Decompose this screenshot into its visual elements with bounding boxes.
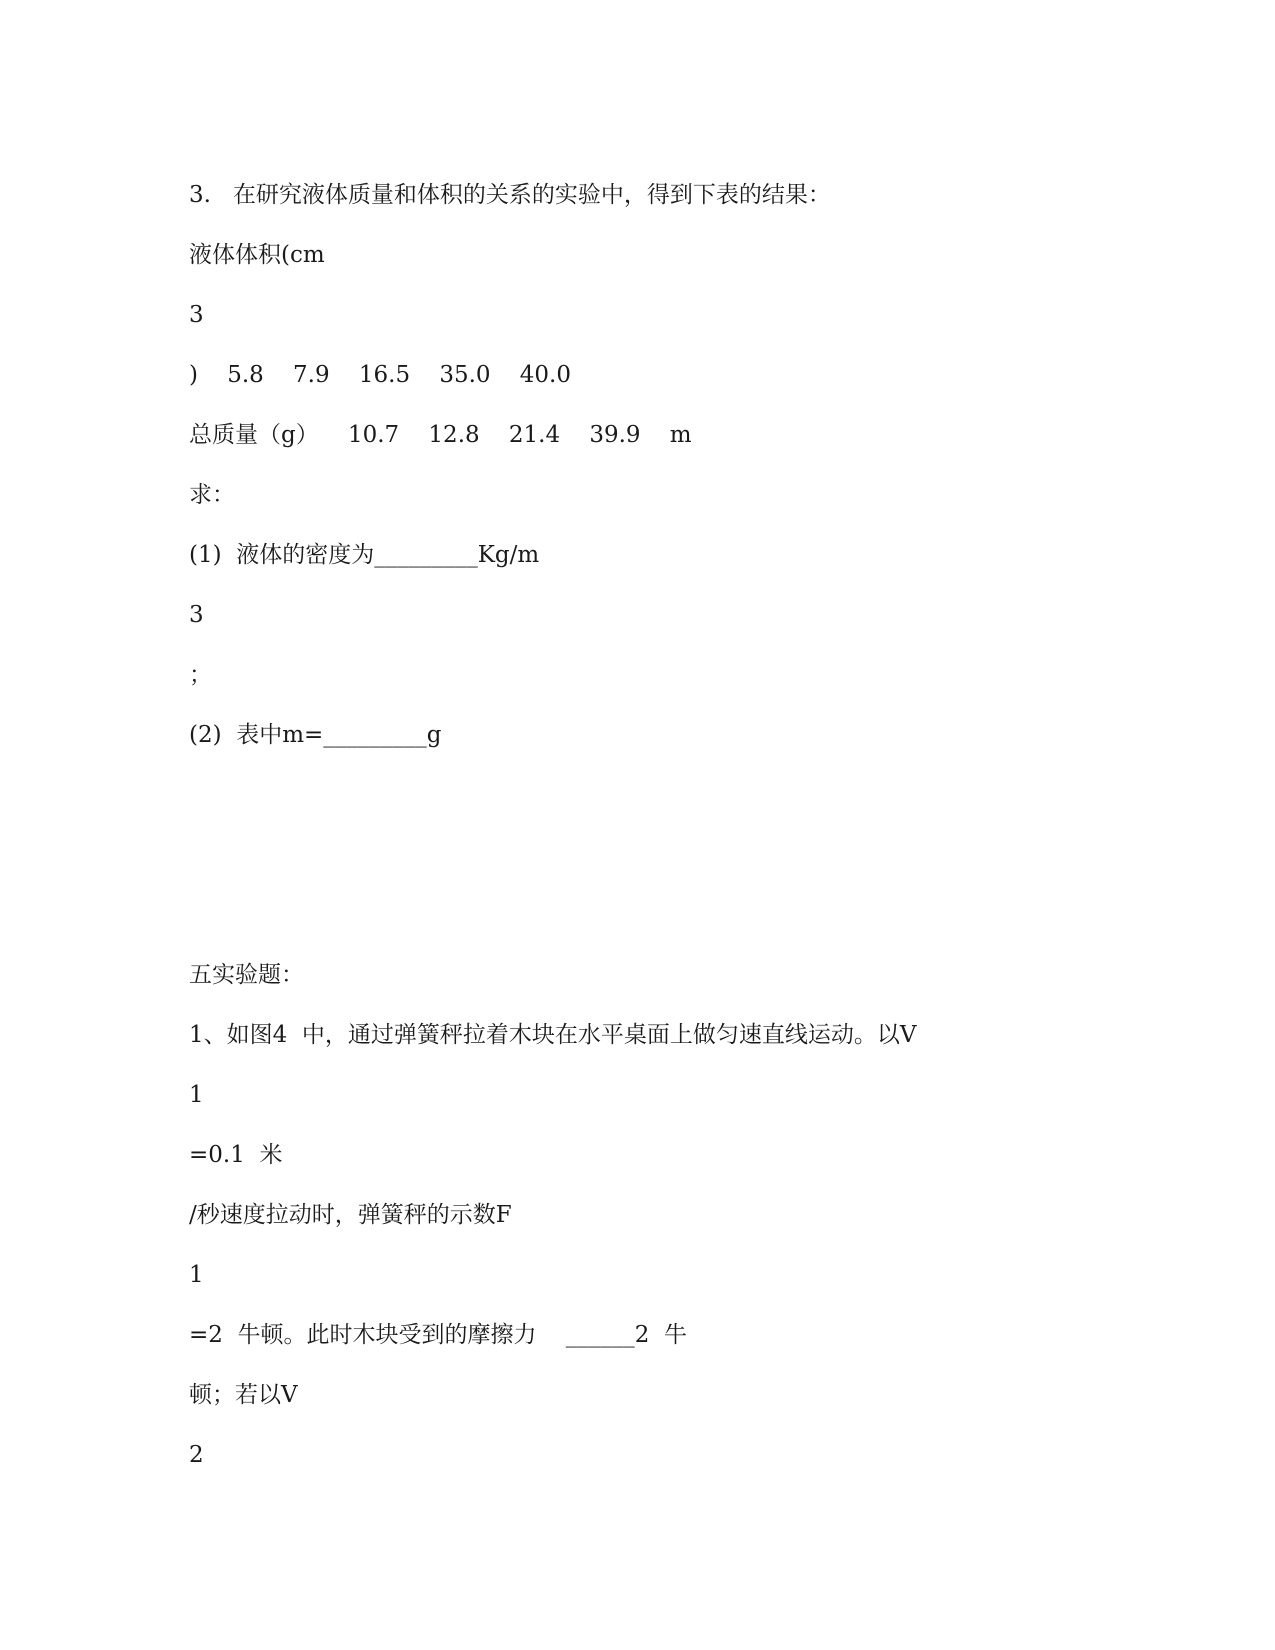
subscript-2: 2	[189, 1442, 204, 1468]
semicolon: ；	[189, 662, 212, 688]
question-3-title: 3. 在研究液体质量和体积的关系的实验中，得到下表的结果：	[189, 182, 831, 208]
table-row-mass: 总质量（g） 10.7 12.8 21.4 39.9 m	[189, 422, 692, 448]
superscript-3: 3	[189, 302, 204, 328]
force-value-text: =2 牛顿。此时木块受到的摩擦力 ______2 牛	[189, 1322, 688, 1348]
subscript-1-force: 1	[189, 1262, 204, 1288]
table-row-volume-values: ) 5.8 7.9 16.5 35.0 40.0	[189, 362, 571, 388]
velocity-value: =0.1 米	[189, 1142, 283, 1168]
section-heading: 五实验题：	[189, 962, 304, 988]
experiment-1-text-cont-2: 顿；若以V	[189, 1382, 298, 1408]
superscript-3-unit: 3	[189, 602, 204, 628]
subscript-1: 1	[189, 1082, 204, 1108]
experiment-1-text: 1、如图4 中，通过弹簧秤拉着木块在水平桌面上做匀速直线运动。以V	[189, 1022, 917, 1048]
sub-question-1: (1) 液体的密度为_________Kg/m	[189, 542, 540, 568]
question-prompt: 求：	[189, 482, 235, 508]
table-row-volume-label: 液体体积(cm	[189, 242, 325, 268]
sub-question-2: (2) 表中m=_________g	[189, 722, 442, 748]
experiment-1-text-cont: /秒速度拉动时，弹簧秤的示数F	[189, 1202, 512, 1228]
